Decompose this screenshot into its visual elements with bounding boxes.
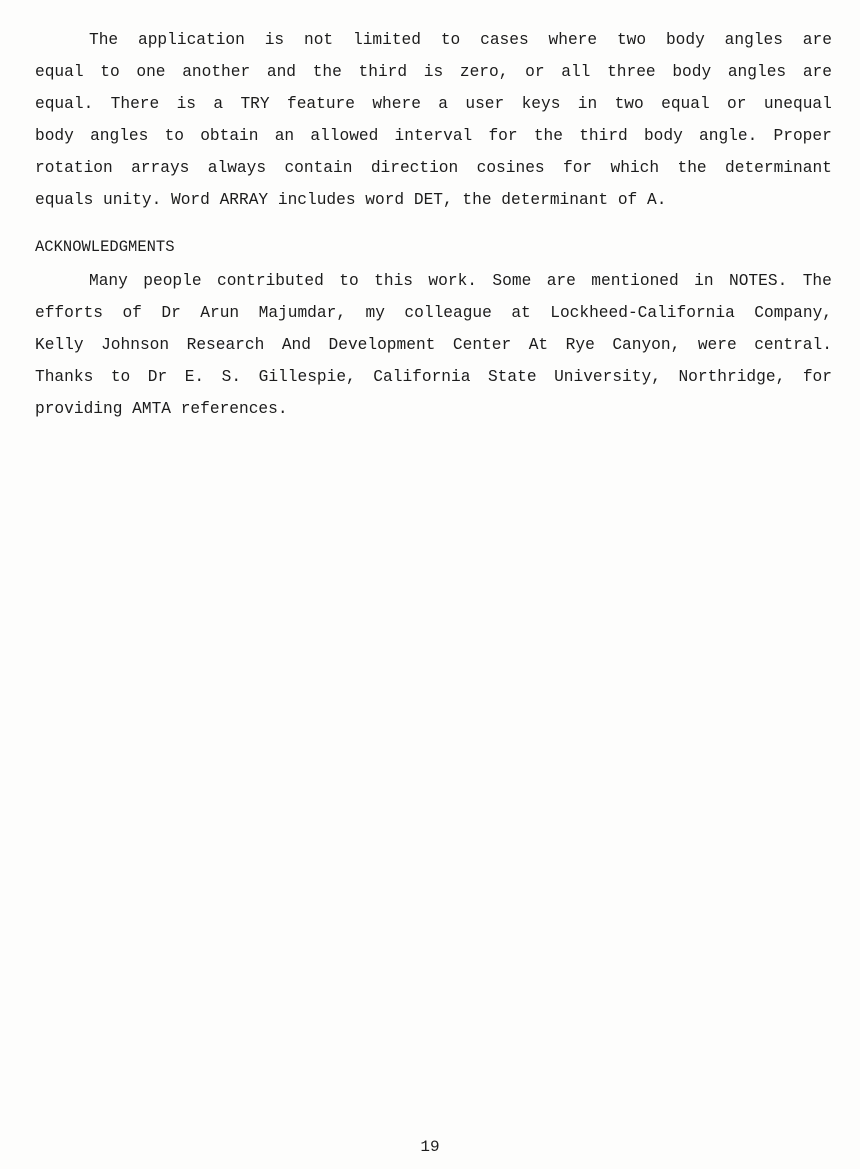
- word: which: [610, 159, 660, 177]
- paragraph-line: [35, 332, 832, 358]
- word: California: [373, 368, 471, 386]
- word: equal.: [35, 95, 94, 113]
- word: at: [511, 304, 531, 322]
- word: to: [100, 63, 120, 81]
- word: contain: [284, 159, 353, 177]
- word: third: [579, 127, 628, 145]
- word: State: [487, 368, 537, 386]
- word: are: [802, 63, 832, 81]
- word: The: [802, 272, 832, 290]
- word: TRY: [240, 95, 270, 113]
- word: to: [440, 31, 461, 49]
- word: Arun: [200, 304, 240, 322]
- word: Northridge,: [678, 368, 786, 386]
- word: my: [365, 304, 385, 322]
- word: or: [525, 63, 545, 81]
- word: angle.: [699, 127, 758, 145]
- word: were: [697, 336, 737, 354]
- word: keys: [521, 95, 561, 113]
- word: angles: [90, 127, 149, 145]
- word: the: [312, 63, 342, 81]
- word: not: [303, 31, 334, 49]
- word: determinant: [725, 159, 832, 177]
- word: Many: [89, 272, 128, 290]
- word: is: [176, 95, 197, 113]
- word: body: [665, 31, 705, 49]
- word: two: [616, 31, 647, 49]
- paragraph-line: [35, 91, 832, 117]
- word: equal: [661, 95, 710, 113]
- word: to: [110, 368, 131, 386]
- word: contributed: [217, 272, 324, 290]
- word: There: [110, 95, 160, 113]
- word: or: [727, 95, 747, 113]
- paragraph-line: [35, 268, 832, 294]
- word: direction: [370, 159, 459, 177]
- word: Proper: [773, 127, 832, 145]
- word: three: [607, 63, 656, 81]
- word: Thanks: [35, 368, 94, 386]
- word: Research: [186, 336, 265, 354]
- word: application: [138, 31, 245, 49]
- word: NOTES.: [729, 272, 788, 290]
- word: where: [372, 95, 421, 113]
- word: a: [213, 95, 224, 113]
- word: work.: [428, 272, 477, 290]
- word: Kelly: [35, 336, 84, 354]
- paragraph-line: [35, 59, 832, 85]
- word: Johnson: [101, 336, 170, 354]
- word: people: [143, 272, 202, 290]
- word: E.: [184, 368, 205, 386]
- word: Dr: [147, 368, 168, 386]
- word: in: [577, 95, 598, 113]
- word: The: [89, 31, 119, 49]
- paragraph-line: [35, 123, 832, 149]
- word: always: [207, 159, 267, 177]
- word: Company,: [754, 304, 832, 322]
- word: two: [614, 95, 644, 113]
- word: Majumdar,: [258, 304, 347, 322]
- word: mentioned: [591, 272, 679, 290]
- word: all: [561, 63, 591, 81]
- page-number: 19: [420, 1138, 440, 1156]
- word: where: [548, 31, 598, 49]
- word: colleague: [404, 304, 492, 322]
- word: Canyon,: [612, 336, 681, 354]
- word: Dr: [161, 304, 181, 322]
- word: an: [274, 127, 295, 145]
- word: a: [438, 95, 448, 113]
- section-heading-acknowledgments: ACKNOWLEDGMENTS: [35, 238, 175, 256]
- word: for: [563, 159, 593, 177]
- word: At: [528, 336, 549, 354]
- word: for: [488, 127, 518, 145]
- word: central.: [754, 336, 832, 354]
- paragraph-line: [35, 300, 832, 326]
- word: third: [358, 63, 408, 81]
- word: to: [339, 272, 359, 290]
- word: of: [122, 304, 142, 322]
- word: is: [423, 63, 444, 81]
- word: is: [264, 31, 285, 49]
- word: angles: [724, 31, 783, 49]
- word: unequal: [763, 95, 832, 113]
- word: the: [677, 159, 707, 177]
- word: limited: [352, 31, 421, 49]
- word: S.: [221, 368, 242, 386]
- word: Gillespie,: [258, 368, 356, 386]
- word: Development: [328, 336, 436, 354]
- paragraph-line: equals unity. Word ARRAY includes word DET, the determinant of A.: [35, 191, 667, 209]
- word: Center: [452, 336, 512, 354]
- word: another: [182, 63, 251, 81]
- word: arrays: [131, 159, 190, 177]
- word: are: [802, 31, 832, 49]
- word: efforts: [35, 304, 103, 322]
- word: Lockheed-California: [550, 304, 735, 322]
- word: Some: [492, 272, 532, 290]
- paragraph-line: [35, 155, 832, 181]
- word: are: [546, 272, 576, 290]
- word: interval: [394, 127, 473, 145]
- word: equal: [35, 63, 84, 81]
- word: and: [266, 63, 297, 81]
- word: allowed: [310, 127, 379, 145]
- word: obtain: [200, 127, 259, 145]
- paragraph-line: [35, 364, 832, 390]
- word: body: [35, 127, 74, 145]
- word: feature: [286, 95, 355, 113]
- word: And: [281, 336, 311, 354]
- word: body: [672, 63, 712, 81]
- paragraph-line: [35, 27, 832, 53]
- paragraph-line: providing AMTA references.: [35, 400, 288, 418]
- word: user: [465, 95, 505, 113]
- word: University,: [554, 368, 661, 386]
- word: rotation: [35, 159, 113, 177]
- word: zero,: [459, 63, 509, 81]
- word: body: [643, 127, 683, 145]
- word: for: [802, 368, 832, 386]
- word: to: [164, 127, 184, 145]
- word: cosines: [476, 159, 545, 177]
- word: this: [374, 272, 413, 290]
- word: the: [533, 127, 563, 145]
- word: Rye: [565, 336, 595, 354]
- word: one: [136, 63, 166, 81]
- word: in: [694, 272, 714, 290]
- word: angles: [727, 63, 787, 81]
- word: cases: [480, 31, 529, 49]
